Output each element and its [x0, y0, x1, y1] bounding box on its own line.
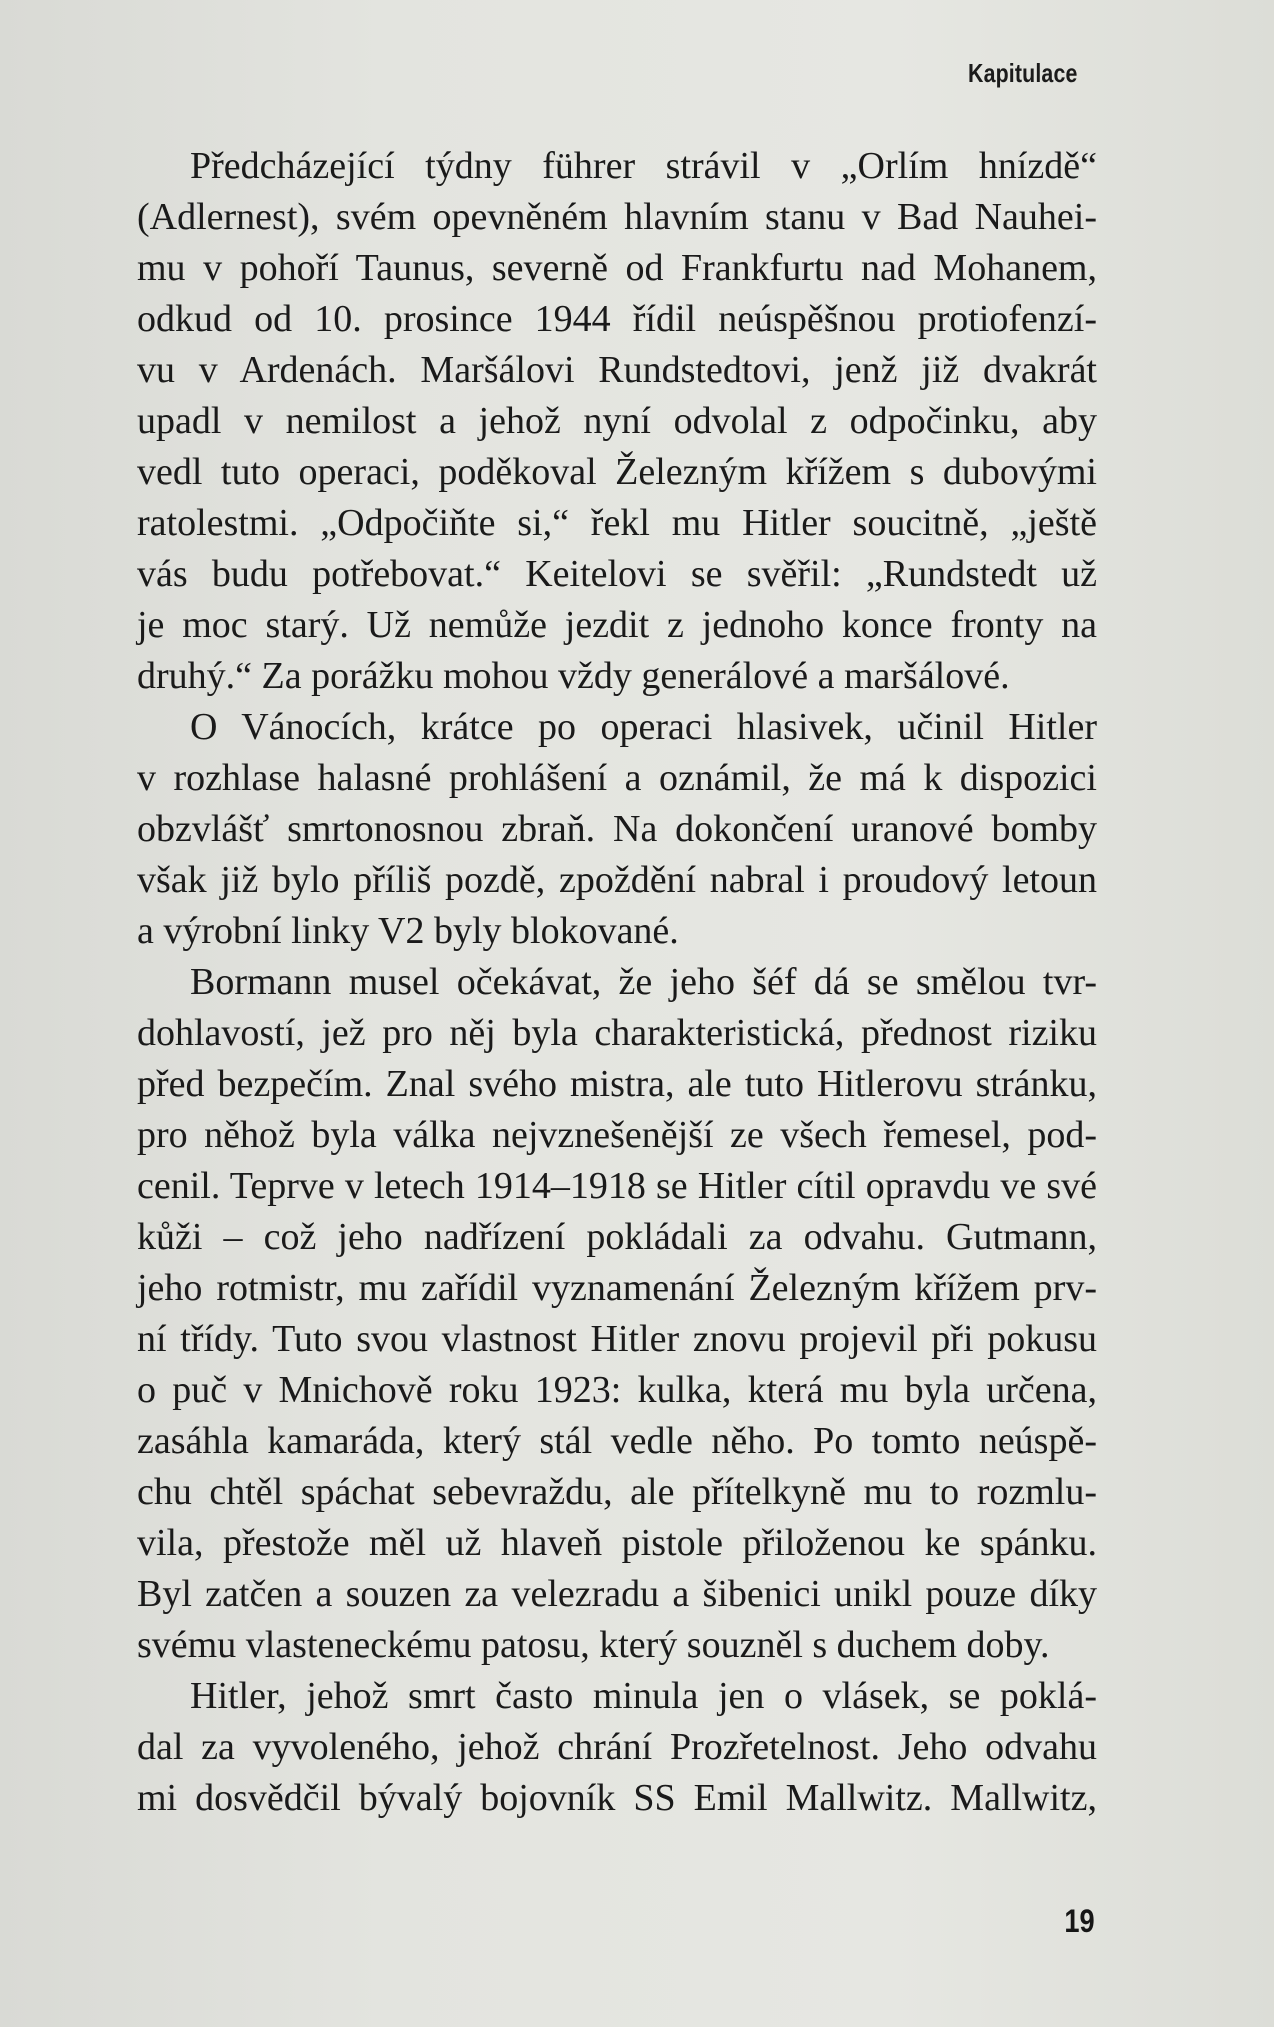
text-line: před bezpečím. Znal svého mistra, ale tuto Hitlerovu stránku,: [137, 1063, 1097, 1105]
text-line: vedl tuto operaci, poděkoval Železným křížem s dubovými: [137, 451, 1097, 493]
text-line: obzvlášť smrtonosnou zbraň. Na dokončení uranové bomby: [137, 808, 1097, 850]
text-line: druhý.“ Za porážku mohou vždy generálové a maršálové.: [137, 655, 1010, 697]
text-line: jeho rotmistr, mu zařídil vyznamenání Železným křížem prv-: [137, 1267, 1097, 1309]
text-line: je moc starý. Už nemůže jezdit z jednoho konce fronty na: [137, 604, 1097, 646]
text-line: chu chtěl spáchat sebevraždu, ale přítelkyně mu to rozmlu-: [137, 1471, 1097, 1513]
text-line: dal za vyvoleného, jehož chrání Prozřetelnost. Jeho odvahu: [137, 1726, 1097, 1768]
running-head: Kapitulace: [967, 58, 1077, 88]
text-line: zasáhla kamaráda, který stál vedle něho. Po tomto neúspě-: [137, 1420, 1097, 1462]
text-line: O Vánocích, krátce po operaci hlasivek, učinil Hitler: [190, 706, 1097, 748]
text-line: vila, přestože měl už hlaveň pistole přiloženou ke spánku.: [137, 1522, 1097, 1564]
text-line: kůži – což jeho nadřízení pokládali za odvahu. Gutmann,: [137, 1216, 1097, 1258]
text-line: odkud od 10. prosince 1944 řídil neúspěšnou protiofenzí-: [137, 298, 1097, 340]
text-line: mu v pohoří Taunus, severně od Frankfurtu nad Mohanem,: [137, 247, 1097, 289]
text-line: (Adlernest), svém opevněném hlavním stanu v Bad Nauhei-: [137, 196, 1097, 238]
page-number: 19: [1064, 1903, 1095, 1939]
text-line: Bormann musel očekávat, že jeho šéf dá se smělou tvr-: [190, 961, 1097, 1003]
text-line: však již bylo příliš pozdě, zpoždění nabral i proudový letoun: [137, 859, 1097, 901]
text-line: svému vlasteneckému patosu, který souzněl s duchem doby.: [137, 1624, 1050, 1666]
body-text: [137, 141, 1097, 1824]
text-line: mi dosvědčil bývalý bojovník SS Emil Mallwitz. Mallwitz,: [137, 1777, 1097, 1819]
text-line: Předcházející týdny führer strávil v „Orlím hnízdě“: [190, 145, 1097, 187]
text-line: cenil. Teprve v letech 1914–1918 se Hitler cítil opravdu ve své: [137, 1165, 1097, 1207]
text-line: Byl zatčen a souzen za velezradu a šibenici unikl pouze díky: [137, 1573, 1097, 1615]
text-line: pro něhož byla válka nejvznešenější ze všech řemesel, pod-: [137, 1114, 1097, 1156]
text-line: dohlavostí, jež pro něj byla charakteristická, přednost riziku: [137, 1012, 1097, 1054]
text-line: ratolestmi. „Odpočiňte si,“ řekl mu Hitler soucitně, „ještě: [137, 502, 1097, 544]
text-line: vu v Ardenách. Maršálovi Rundstedtovi, jenž již dvakrát: [137, 349, 1097, 391]
text-line: upadl v nemilost a jehož nyní odvolal z odpočinku, aby: [137, 400, 1097, 442]
text-line: Hitler, jehož smrt často minula jen o vlásek, se poklá-: [190, 1675, 1097, 1717]
text-line: v rozhlase halasné prohlášení a oznámil, že má k dispozici: [137, 757, 1097, 799]
text-line: ní třídy. Tuto svou vlastnost Hitler znovu projevil při pokusu: [137, 1318, 1097, 1360]
text-line: a výrobní linky V2 byly blokované.: [137, 910, 679, 952]
text-line: o puč v Mnichově roku 1923: kulka, která mu byla určena,: [137, 1369, 1097, 1411]
text-line: vás budu potřebovat.“ Keitelovi se svěřil: „Rundstedt už: [137, 553, 1097, 595]
